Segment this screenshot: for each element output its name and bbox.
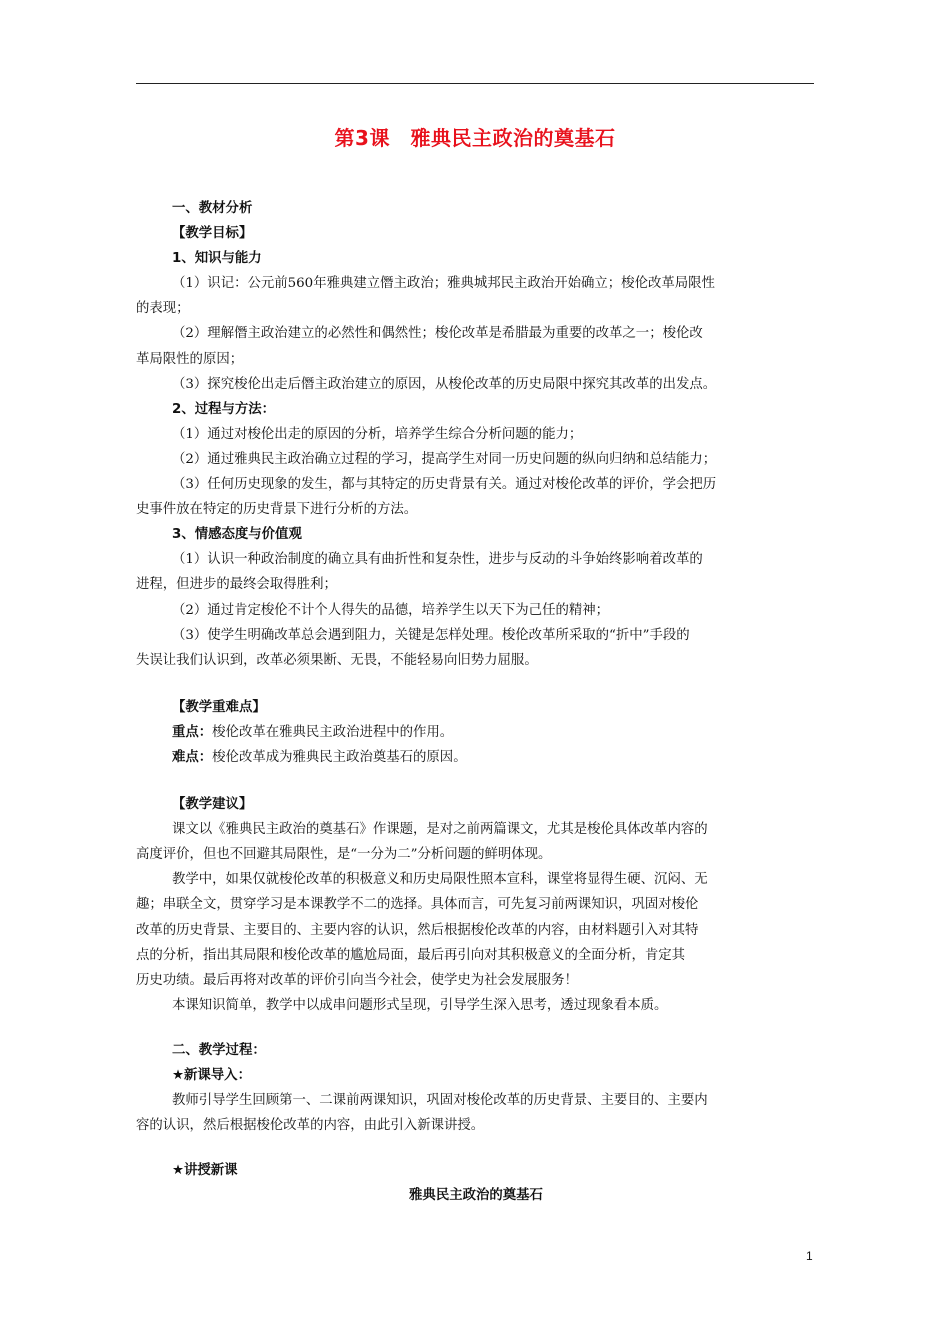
document-body [136,196,816,1208]
spacer [136,1138,816,1158]
subsection-heading: 3、情感态度与价值观 [172,527,302,543]
paragraph-line: 改革的历史背景、主要目的、主要内容的认识，然后根据梭伦改革的内容，由材料题引入对其特 [136,922,699,938]
subsection-heading: 1、知识与能力 [172,251,262,267]
difficult-point-text: 梭伦改革成为雅典民主政治奠基石的原因。 [212,749,467,765]
subsection-heading: ★新课导入： [172,1068,251,1083]
paragraph-line: 失误让我们认识到，改革必须果断、无畏，不能轻易向旧势力屈服。 [136,652,538,668]
paragraph-line: 史事件放在特定的历史背景下进行分析的方法。 [136,502,418,518]
page-number: 1 [806,1249,813,1263]
paragraph-line: 的表现； [136,301,190,317]
paragraph-line: （3）使学生明确改革总会遇到阻力，关键是怎样处理。梭伦改革所采取的“折中”手段的 [172,627,690,643]
section-heading: 一、教材分析 [172,201,253,216]
paragraph-line: （1）通过对梭伦出走的原因的分析，培养学生综合分析问题的能力； [172,426,583,442]
paragraph-line: 趣；串联全文，贯穿学习是本课教学不二的选择。具体而言，可先复习前两课知识，巩固对梭伦 [136,897,699,913]
paragraph-line: （2）通过雅典民主政治确立过程的学习，提高学生对同一历史问题的纵向归纳和总结能力； [172,451,717,467]
section-heading: 二、教学过程： [172,1042,266,1058]
paragraph-line: （2）理解僭主政治建立的必然性和偶然性；梭伦改革是希腊最为重要的改革之一；梭伦改 [172,326,703,342]
key-point-text: 梭伦改革在雅典民主政治进程中的作用。 [212,724,454,740]
paragraph-line: 进程，但进步的最终会取得胜利； [136,577,337,593]
paragraph-line: （3）探究梭伦出走后僭主政治建立的原因，从梭伦改革的历史局限中探究其改革的出发点。 [172,376,717,392]
key-point-label: 重点： [172,724,213,740]
paragraph-line: 点的分析，指出其局限和梭伦改革的尴尬局面，最后再引向对其积极意义的全面分析，肯定其 [136,947,686,963]
subsection-heading: 【教学建议】 [172,797,253,813]
subsection-heading: ★讲授新课 [172,1163,238,1179]
paragraph-line: 教学中，如果仅就梭伦改革的积极意义和历史局限性照本宣科，课堂将显得生硬、沉闷、无 [172,872,708,888]
lesson-subtitle: 雅典民主政治的奠基石 [409,1188,543,1204]
paragraph-line: 革局限性的原因； [136,351,244,367]
paragraph-line: 高度评价，但也不回避其局限性，是“一分为二”分析问题的鲜明体现。 [136,847,552,863]
key-point-line [136,720,816,745]
subsection-heading: 【教学重难点】 [172,699,266,715]
paragraph-line: 教师引导学生回顾第一、二课前两课知识，巩固对梭伦改革的历史背景、主要目的、主要内 [172,1093,708,1109]
header-rule [136,83,814,84]
spacer [136,770,816,792]
paragraph-line: 历史功绩。最后再将对改革的评价引向当今社会，使学史为社会发展服务！ [136,972,578,988]
paragraph-line: 本课知识简单，教学中以成串问题形式呈现，引导学生深入思考，透过现象看本质。 [172,997,668,1013]
subsection-heading: 2、过程与方法： [172,401,276,417]
subsection-heading: 【教学目标】 [172,226,253,242]
difficult-point-label: 难点： [172,749,213,765]
paragraph-line: （3）任何历史现象的发生，都与其特定的历史背景有关。通过对梭伦改革的评价，学会把历 [172,477,717,493]
paragraph-line: （2）通过肯定梭伦不计个人得失的品德，培养学生以天下为己任的精神； [172,602,610,618]
spacer [136,1018,816,1038]
paragraph-line: （1）认识一种政治制度的确立具有曲折性和复杂性，进步与反动的斗争始终影响着改革的 [172,552,703,568]
paragraph-line: （1）识记：公元前560年雅典建立僭主政治；雅典城邦民主政治开始确立；梭伦改革局限性 [172,276,715,292]
paragraph-line: 容的认识，然后根据梭伦改革的内容，由此引入新课讲授。 [136,1118,485,1134]
spacer [136,673,816,695]
page-title: 第3课 雅典民主政治的奠基石 [334,126,616,150]
paragraph-line: 课文以《雅典民主政治的奠基石》作课题，是对之前两篇课文，尤其是梭伦具体改革内容的 [172,822,708,838]
difficult-point-line [136,745,816,770]
